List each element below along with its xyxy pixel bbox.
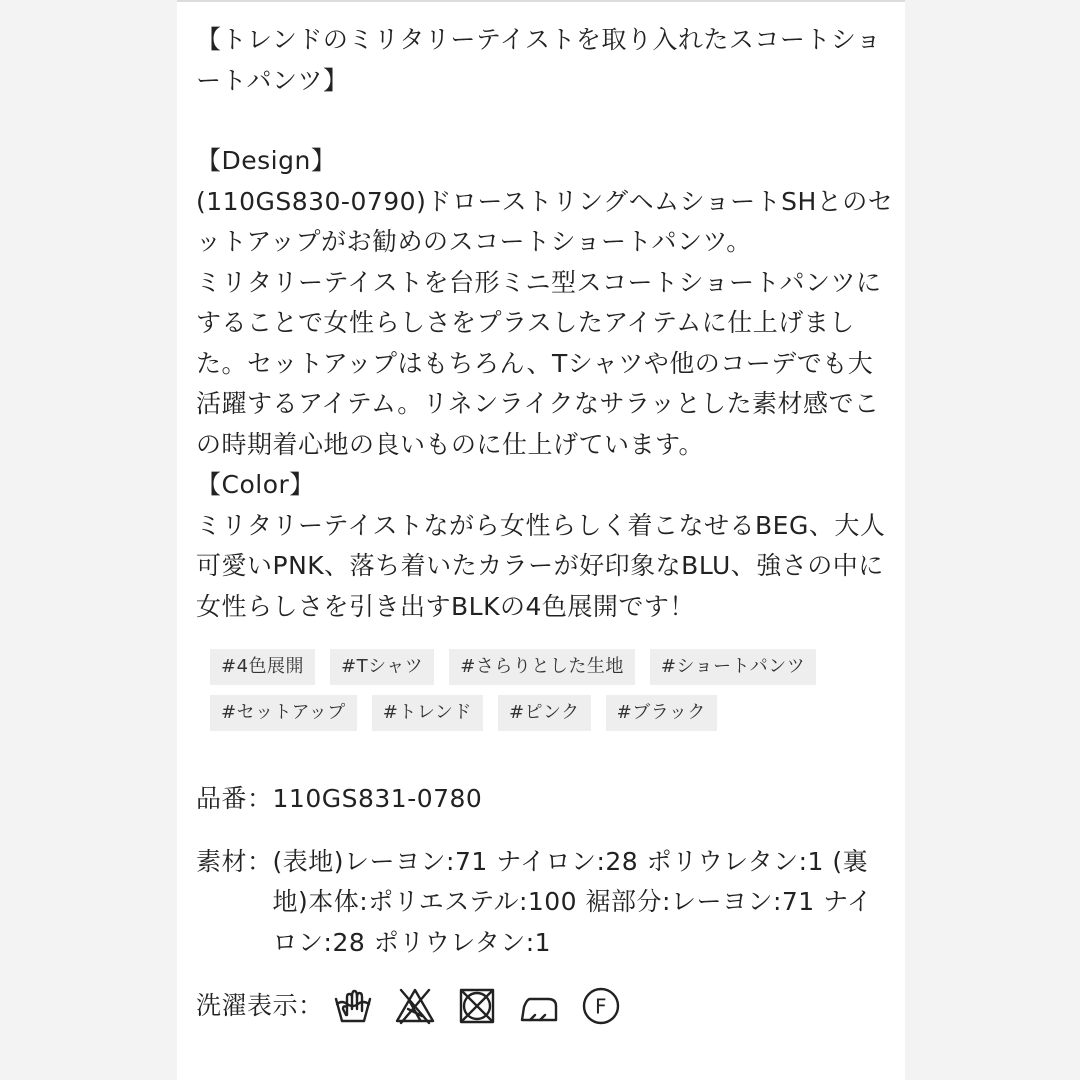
dry-clean-f-icon	[580, 985, 622, 1027]
no-bleach-icon	[394, 985, 436, 1027]
washing-row	[196, 985, 896, 1027]
washing-icons	[332, 985, 622, 1027]
top-divider	[177, 0, 905, 2]
product-number-value: 110GS831-0780	[272, 784, 483, 813]
headline: 【トレンドのミリタリーテイストを取り入れたスコートショートパンツ】	[196, 25, 882, 95]
dry-clean-letter: F	[594, 994, 607, 1019]
tag-link[interactable]: #さらりとした生地	[449, 649, 635, 685]
no-tumble-dry-icon	[456, 985, 498, 1027]
tag-link[interactable]: #Tシャツ	[330, 649, 434, 685]
hand-wash-icon	[332, 985, 374, 1027]
color-heading: 【Color】	[196, 470, 315, 499]
tag-link[interactable]: #トレンド	[372, 695, 483, 731]
tag-link[interactable]: #4色展開	[210, 649, 315, 685]
color-body: ミリタリーテイストながら女性らしく着こなせるBEG、大人可愛いPNK、落ち着いたカラーが好印象なBLU、強さの中に女性らしさを引き出すBLKの4色展開です！	[196, 510, 886, 621]
material-label: 素材：	[196, 846, 273, 876]
product-description	[196, 20, 896, 1027]
tag-link[interactable]: #ピンク	[498, 695, 591, 731]
washing-label: 洗濯表示：	[196, 990, 324, 1020]
product-number-row	[196, 779, 896, 820]
tag-link[interactable]: #ショートパンツ	[650, 649, 816, 685]
tag-link[interactable]: #ブラック	[606, 695, 717, 731]
product-number-label: 品番：	[196, 784, 273, 813]
material-row	[196, 842, 896, 964]
tag-link[interactable]: #セットアップ	[210, 695, 357, 731]
low-iron-icon	[518, 985, 560, 1027]
design-heading: 【Design】	[196, 146, 337, 175]
tag-list	[196, 649, 850, 741]
material-value: (表地)レーヨン:71 ナイロン:28 ポリウレタン:1 (裏地)本体:ポリエステル:100 裾部分:レーヨン:71 ナイロン:28 ポリウレタン:1	[272, 846, 873, 957]
design-body: (110GS830-0790)ドローストリングヘムショートSHとのセットアップがお勧めのスコートショートパンツ。 ミリタリーテイストを台形ミニ型スコートショートパンツにすることで女性らしさをプラスしたアイテムに仕上げました。セットアップはもちろん、Tシャツや他のコーデでも大活躍するアイテム。リネンライクなサラッとした素材感でこの時期着心地の良いものに仕上げています。	[196, 186, 894, 459]
